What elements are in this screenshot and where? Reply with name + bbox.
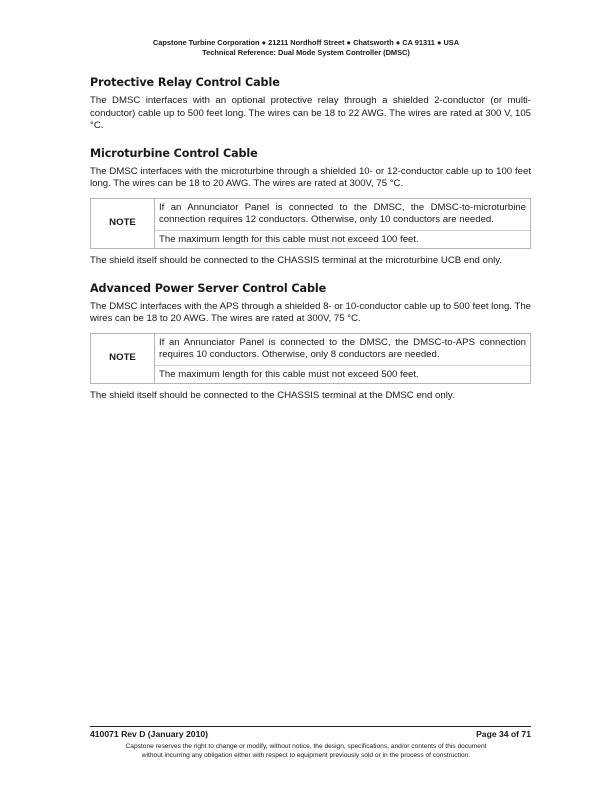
section-paragraph: The DMSC interfaces with an optional protective relay through a shielded 2-conductor (or multi-conductor) cable up to 500 feet long. The wires can be 18 to 22 AWG. The wires are rated at 300 V, 105 °C. (90, 95, 531, 132)
section-paragraph: The DMSC interfaces with the microturbine through a shielded 10- or 12-conductor cable up to 100 feet long. The wires can be 18 to 20 AWG. The wires are rated at 300V, 75 °C. (90, 165, 531, 190)
section-paragraph: The shield itself should be connected to the CHASSIS terminal at the microturbine UCB end only. (90, 255, 503, 267)
section-paragraph: The shield itself should be connected to the CHASSIS terminal at the DMSC end only. (90, 390, 455, 402)
footer-disclaimer (0, 743, 612, 760)
section-paragraph: The DMSC interfaces with the APS through a shielded 8- or 10-conductor cable up to 500 feet long. The wires can be 18 to 20 AWG. The wires are rated at 300V, 75 °C. (90, 300, 531, 325)
header-address: Capstone Turbine Corporation ● 21211 Nordhoff Street ● Chatsworth ● CA 91311 ● USA (152, 38, 460, 47)
note-box (90, 333, 531, 384)
disclaimer-line: Capstone reserves the right to change or modify, without notice, the design, specifications, and/or contents of this document (125, 743, 487, 750)
page-number: Page 34 of 71 (476, 729, 531, 739)
note-label: NOTE (91, 333, 155, 383)
document-revision: 410071 Rev D (January 2010) (90, 729, 209, 739)
note-text: The maximum length for this cable must not exceed 500 feet. (155, 365, 530, 383)
header-doc-title: Technical Reference: Dual Mode System Controller (DMSC) (202, 48, 410, 57)
note-text: The maximum length for this cable must not exceed 100 feet. (155, 230, 530, 248)
section-heading: Microturbine Control Cable (90, 146, 258, 160)
note-box (90, 198, 531, 249)
page-content (90, 74, 531, 403)
note-text: If an Annunciator Panel is connected to the DMSC, the DMSC-to-microturbine connection requires 12 conductors. Otherwise, only 10 conductors are needed. (159, 201, 526, 226)
section-heading: Protective Relay Control Cable (90, 76, 280, 89)
note-text: If an Annunciator Panel is connected to the DMSC, the DMSC-to-APS connection requires 10 conductors. Otherwise, only 8 conductors are needed. (159, 336, 526, 361)
section-heading: Advanced Power Server Control Cable (90, 281, 327, 295)
disclaimer-line: without incurring any obligation either with respect to equipment previously sold or in the process of construction. (141, 751, 471, 759)
page-header (0, 38, 612, 58)
note-label: NOTE (91, 198, 155, 248)
page-footer (90, 726, 531, 739)
